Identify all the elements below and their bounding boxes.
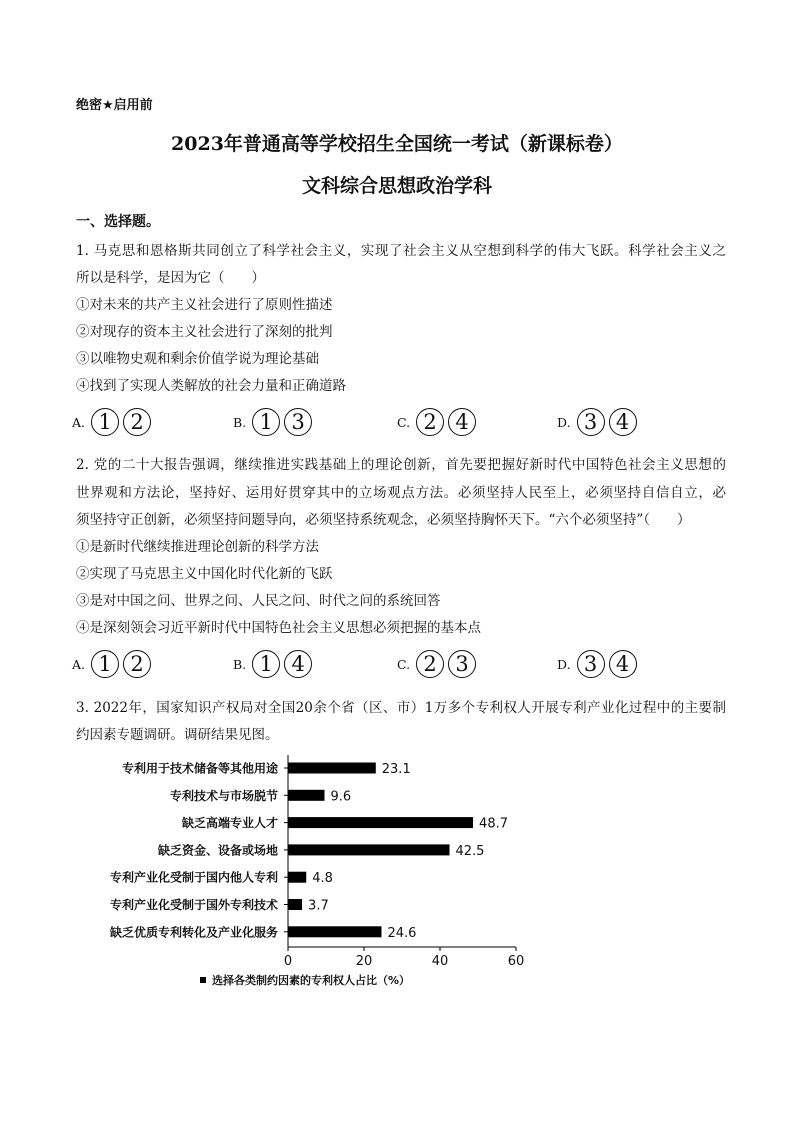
circled-number: 4 <box>609 650 637 678</box>
q1-stem-line: 1. 马克思和恩格斯共同创立了科学社会主义，实现了社会主义从空想到科学的伟大飞跃。科学社会主义之 <box>76 243 726 259</box>
category-label: 缺乏优质专利转化及产业化服务 <box>109 925 278 940</box>
option-label: A. <box>72 414 86 430</box>
option-label: C. <box>397 656 411 672</box>
q2-stem-line: 须坚持守正创新，必须坚持问题导向，必须坚持系统观念，必须坚持胸怀天下。“六个必须坚持”（ ） <box>76 512 691 528</box>
circled-number: 1 <box>252 650 280 678</box>
q2-option-b[interactable] <box>233 650 316 678</box>
q2-option-c[interactable] <box>397 650 480 678</box>
q2-item: ②实现了马克思主义中国化时代化新的飞跃 <box>76 566 333 582</box>
category-label: 专利产业化受制于国外专利技术 <box>109 898 278 912</box>
secret-mark: 绝密★启用前 <box>76 98 153 113</box>
circled-number: 4 <box>609 408 637 436</box>
category-label: 专利技术与市场脱节 <box>169 788 278 803</box>
circled-number: 2 <box>123 650 151 678</box>
data-label: 24.6 <box>387 925 417 941</box>
legend-label: 选择各类制约因素的专利权人占比（%） <box>212 974 411 987</box>
legend-swatch <box>200 977 206 983</box>
circled-number: 3 <box>577 408 605 436</box>
x-tick-label: 20 <box>355 954 373 969</box>
circled-number: 2 <box>416 408 444 436</box>
bar <box>288 763 376 774</box>
circled-number: 2 <box>123 408 151 436</box>
option-label: B. <box>233 414 247 430</box>
data-label: 4.8 <box>312 871 333 887</box>
q2-item: ④是深刻领会习近平新时代中国特色社会主义思想必须把握的基本点 <box>76 620 481 636</box>
option-label: C. <box>397 414 411 430</box>
bar <box>288 872 306 883</box>
constraint-factors-bar-chart <box>0 750 794 1010</box>
option-label: D. <box>557 656 571 672</box>
q2-stem-line: 世界观和方法论，坚持好、运用好贯穿其中的立场观点方法。必须坚持人民至上，必须坚持自信自立，必 <box>76 485 726 501</box>
q3-stem-line: 约因素专题调研。调研结果见图。 <box>76 727 279 743</box>
section-heading: 一、选择题。 <box>76 214 160 230</box>
bar <box>288 899 302 910</box>
circled-number: 2 <box>416 650 444 678</box>
data-label: 42.5 <box>455 843 485 859</box>
q1-item: ①对未来的共产主义社会进行了原则性描述 <box>76 297 333 313</box>
x-tick-label: 0 <box>283 954 293 969</box>
q1-option-c[interactable] <box>397 408 480 436</box>
bar <box>288 844 450 855</box>
category-label: 缺乏高端专业人才 <box>181 816 278 831</box>
q1-item: ②对现存的资本主义社会进行了深刻的批判 <box>76 324 333 340</box>
category-label: 专利产业化受制于国内他人专利 <box>109 870 278 885</box>
x-tick-label: 60 <box>507 954 525 969</box>
exam-title: 2023年普通高等学校招生全国统一考试（新课标卷） <box>171 133 623 155</box>
category-label: 专利用于技术储备等其他用途 <box>121 761 278 776</box>
q1-item: ④找到了实现人类解放的社会力量和正确道路 <box>76 378 346 394</box>
circled-number: 1 <box>91 408 119 436</box>
circled-number: 3 <box>577 650 605 678</box>
circled-number: 4 <box>284 650 312 678</box>
bar <box>288 790 324 801</box>
data-label: 23.1 <box>381 762 411 777</box>
subject-title: 文科综合思想政治学科 <box>301 175 492 197</box>
category-label: 缺乏资金、设备或场地 <box>157 843 278 858</box>
x-tick-label: 40 <box>431 954 449 969</box>
q1-option-d[interactable] <box>557 408 641 436</box>
q1-option-a[interactable] <box>72 408 155 436</box>
q2-stem-line: 2. 党的二十大报告强调，继续推进实践基础上的理论创新，首先要把握好新时代中国特色社会主义思想的 <box>76 457 726 473</box>
data-label: 48.7 <box>479 816 509 832</box>
option-label: B. <box>233 656 247 672</box>
circled-number: 3 <box>448 650 476 678</box>
circled-number: 1 <box>91 650 119 678</box>
q1-option-b[interactable] <box>233 408 316 436</box>
bar <box>288 817 473 828</box>
q2-option-d[interactable] <box>557 650 641 678</box>
data-label: 9.6 <box>330 789 352 805</box>
q3-stem-line: 3. 2022年，国家知识产权局对全国20余个省（区、市）1万多个专利权人开展专利产业化过程中的主要制 <box>76 700 726 716</box>
data-label: 3.7 <box>308 898 329 914</box>
bar <box>288 926 381 937</box>
circled-number: 1 <box>252 408 280 436</box>
option-label: A. <box>72 656 86 672</box>
circled-number: 3 <box>284 408 312 436</box>
q1-item: ③以唯物史观和剩余价值学说为理论基础 <box>76 351 319 367</box>
q2-item: ①是新时代继续推进理论创新的科学方法 <box>76 539 319 555</box>
circled-number: 4 <box>448 408 476 436</box>
q2-item: ③是对中国之问、世界之问、人民之问、时代之问的系统回答 <box>76 593 441 609</box>
q1-stem-line: 所以是科学，是因为它（ ） <box>76 270 265 286</box>
q2-option-a[interactable] <box>72 650 155 678</box>
option-label: D. <box>557 414 571 430</box>
